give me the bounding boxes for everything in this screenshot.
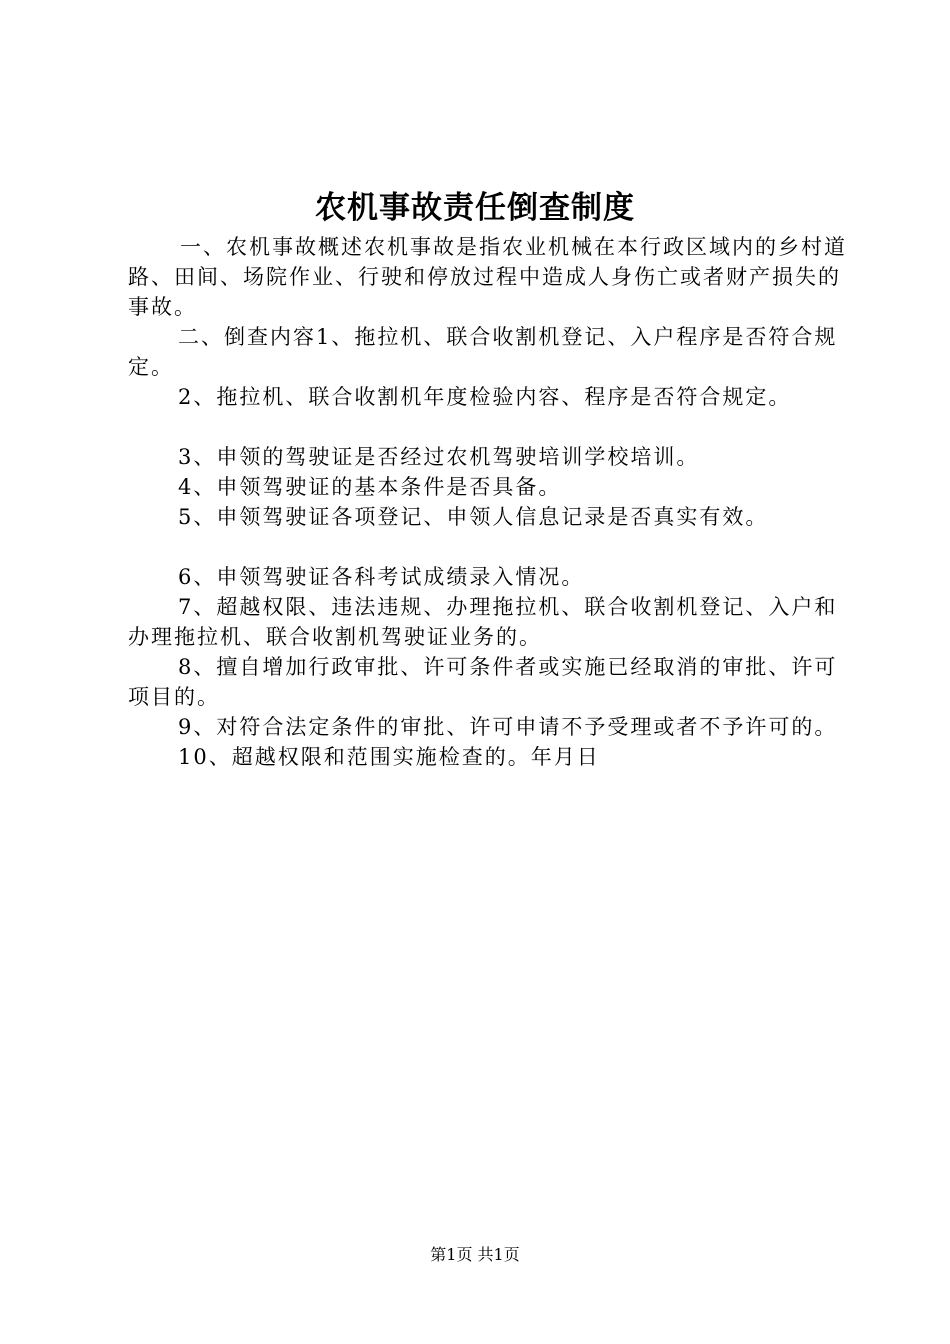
paragraph-6: 5、申领驾驶证各项登记、申领人信息记录是否真实有效。 bbox=[178, 505, 769, 529]
paragraph-1: 一、农机事故概述农机事故是指农业机械在本行政区域内的乡村道路、田间、场院作业、行驶和停放过程中造成人身伤亡或者财产损失的事故。 bbox=[128, 235, 847, 319]
document-title: 农机事故责任倒查制度 bbox=[315, 190, 635, 226]
paragraph-10: 9、对符合法定条件的审批、许可申请不予受理或者不予许可的。 bbox=[178, 715, 838, 739]
paragraph-7: 6、申领驾驶证各科考试成绩录入情况。 bbox=[178, 565, 585, 589]
paragraph-5: 4、申领驾驶证的基本条件是否具备。 bbox=[178, 475, 562, 499]
paragraph-3: 2、拖拉机、联合收割机年度检验内容、程序是否符合规定。 bbox=[178, 385, 792, 409]
page-footer: 第1页 共1页 bbox=[430, 1245, 520, 1264]
paragraph-11: 10、超越权限和范围实施检查的。年月日 bbox=[178, 745, 600, 769]
paragraph-8: 7、超越权限、违法违规、办理拖拉机、联合收割机登记、入户和办理拖拉机、联合收割机驾驶证业务的。 bbox=[128, 595, 838, 649]
paragraph-9: 8、擅自增加行政审批、许可条件者或实施已经取消的审批、许可项目的。 bbox=[128, 655, 838, 709]
paragraph-4: 3、申领的驾驶证是否经过农机驾驶培训学校培训。 bbox=[178, 445, 700, 469]
document-body bbox=[128, 232, 848, 772]
paragraph-2: 二、倒查内容1、拖拉机、联合收割机登记、入户程序是否符合规定。 bbox=[128, 325, 838, 379]
